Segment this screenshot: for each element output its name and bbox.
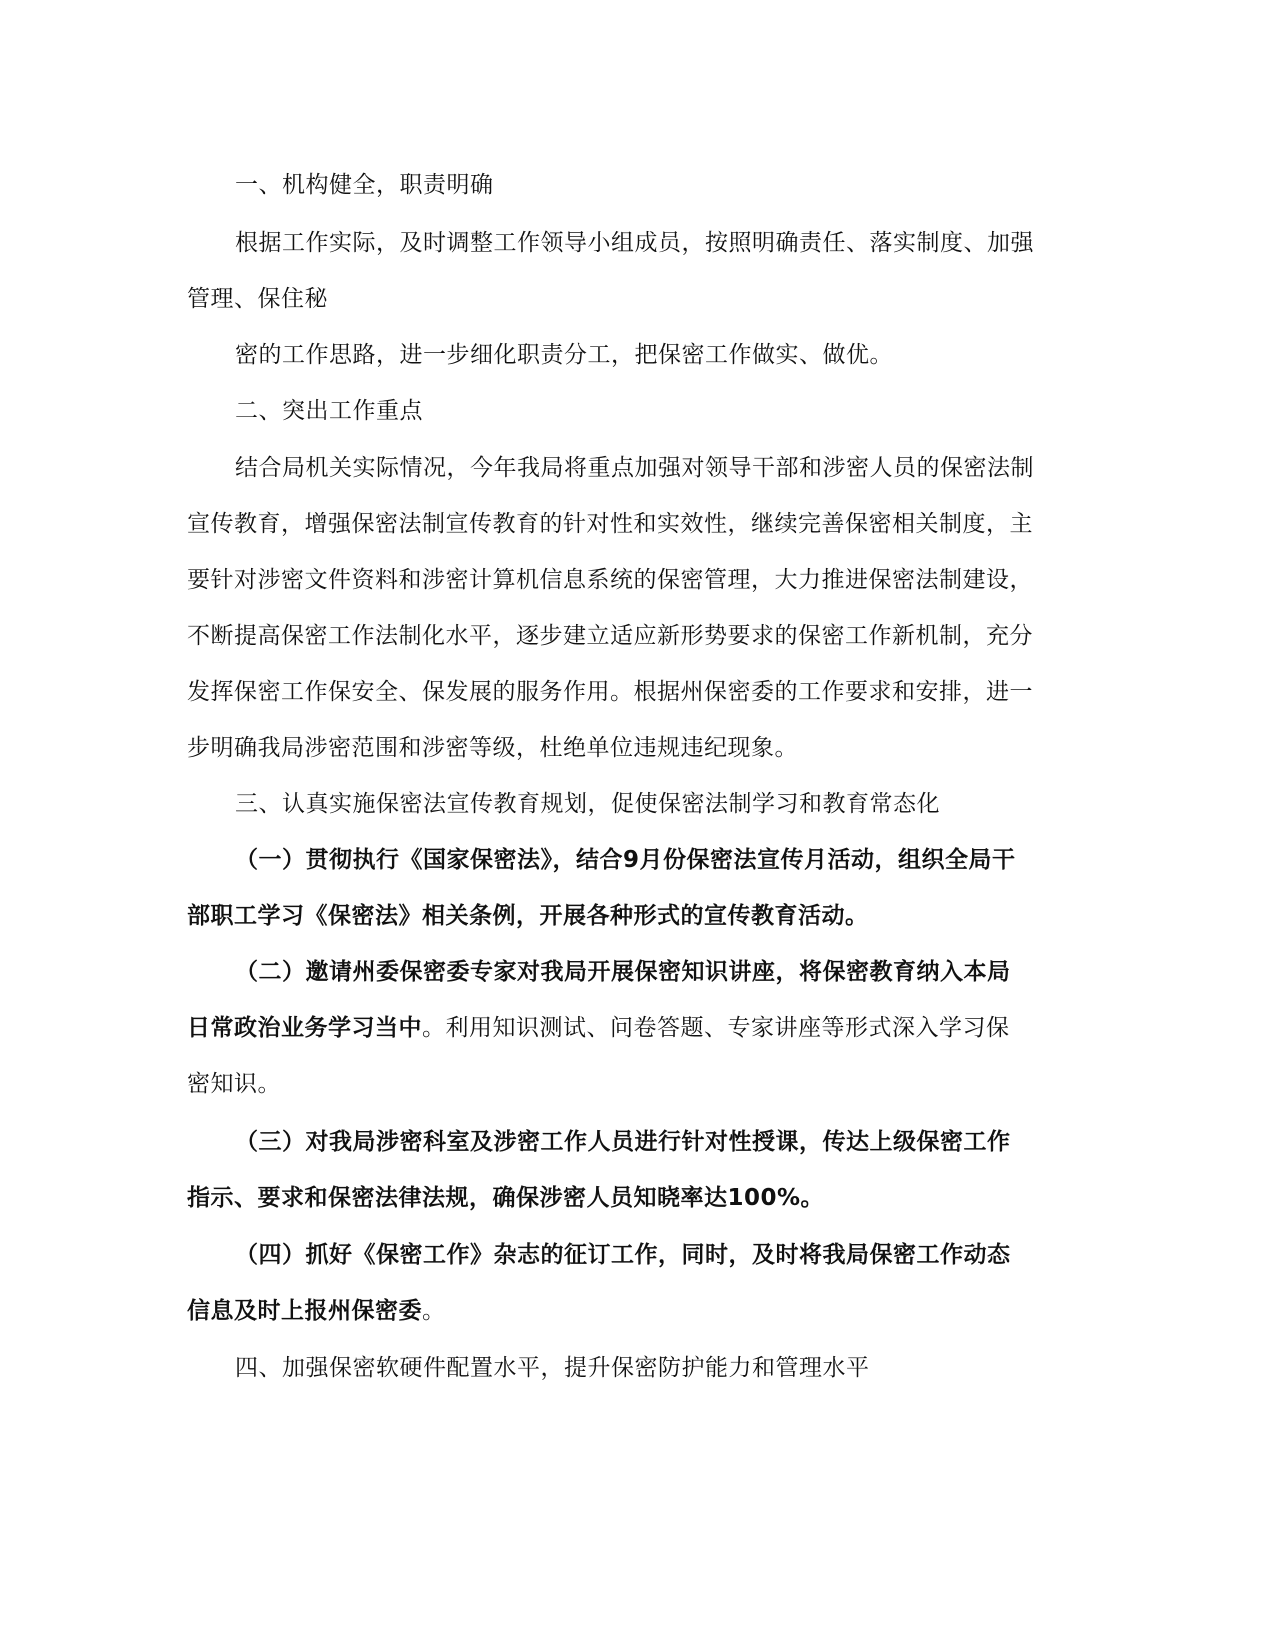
item-1-line: 部职工学习《保密法》相关条例，开展各种形式的宣传教育活动。 bbox=[187, 903, 869, 929]
item-4-line: （四）抓好《保密工作》杂志的征订工作，同时，及时将我局保密工作动态 bbox=[235, 1242, 1011, 1268]
heading-section-1: 一、机构健全，职责明确 bbox=[235, 172, 494, 198]
heading-section-2: 二、突出工作重点 bbox=[235, 398, 423, 424]
item-4-normal-part: 。 bbox=[422, 1298, 446, 1324]
item-2-line: （二）邀请州委保密委专家对我局开展保密知识讲座，将保密教育纳入本局 bbox=[235, 959, 1011, 985]
paragraph-line: 不断提高保密工作法制化水平，逐步建立适应新形势要求的保密工作新机制，充分 bbox=[187, 623, 1033, 649]
heading-section-4: 四、加强保密软硬件配置水平，提升保密防护能力和管理水平 bbox=[235, 1355, 870, 1381]
paragraph-line: 密的工作思路，进一步细化职责分工，把保密工作做实、做优。 bbox=[235, 342, 893, 368]
paragraph-line: 管理、保住秘 bbox=[187, 286, 328, 312]
paragraph-line: 发挥保密工作保安全、保发展的服务作用。根据州保密委的工作要求和安排，进一 bbox=[187, 679, 1033, 705]
paragraph-line: 要针对涉密文件资料和涉密计算机信息系统的保密管理，大力推进保密法制建设， bbox=[187, 567, 1033, 593]
item-1-line: （一）贯彻执行《国家保密法》，结合9月份保密法宣传月活动，组织全局干 bbox=[235, 847, 1016, 873]
heading-section-3: 三、认真实施保密法宣传教育规划，促使保密法制学习和教育常态化 bbox=[235, 791, 940, 817]
paragraph-line: 步明确我局涉密范围和涉密等级，杜绝单位违规违纪现象。 bbox=[187, 735, 798, 761]
item-3-line: 指示、要求和保密法律法规，确保涉密人员知晓率达100%。 bbox=[187, 1185, 825, 1211]
paragraph-line: 密知识。 bbox=[187, 1071, 281, 1097]
item-2-normal-part: 。利用知识测试、问卷答题、专家讲座等形式深入学习保 bbox=[422, 1015, 1010, 1041]
item-2-line bbox=[187, 1013, 1087, 1043]
item-4-line bbox=[187, 1296, 1087, 1326]
paragraph-line: 宣传教育，增强保密法制宣传教育的针对性和实效性，继续完善保密相关制度，主 bbox=[187, 511, 1033, 537]
item-2-bold-part: 日常政治业务学习当中 bbox=[187, 1015, 422, 1041]
paragraph-line: 根据工作实际，及时调整工作领导小组成员，按照明确责任、落实制度、加强 bbox=[235, 230, 1034, 256]
item-3-line: （三）对我局涉密科室及涉密工作人员进行针对性授课，传达上级保密工作 bbox=[235, 1129, 1011, 1155]
item-4-bold-part: 信息及时上报州保密委 bbox=[187, 1298, 422, 1324]
paragraph-line: 结合局机关实际情况，今年我局将重点加强对领导干部和涉密人员的保密法制 bbox=[235, 455, 1034, 481]
